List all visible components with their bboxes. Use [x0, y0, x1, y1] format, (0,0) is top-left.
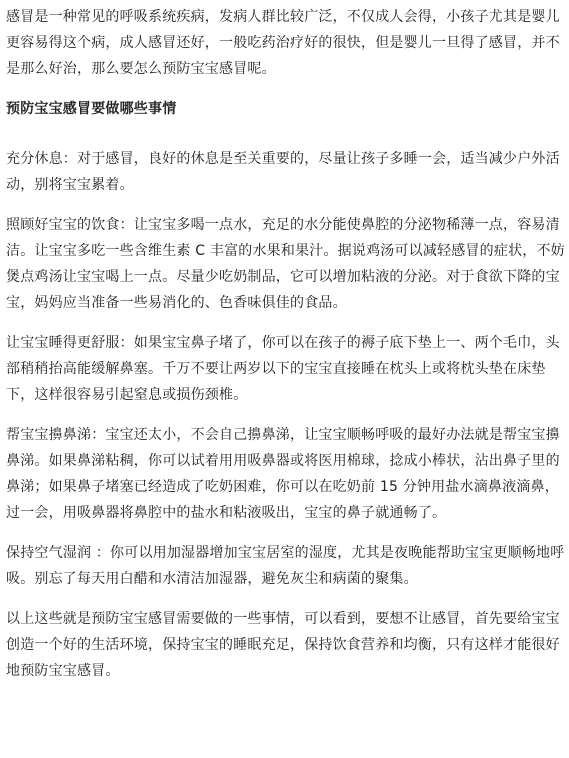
paragraph-conclusion: 以上这些就是预防宝宝感冒需要做的一些事情，可以看到，要想不让感冒，首先要给宝宝创造一个好的生活环境，保持宝宝的睡眠充足，保持饮食营养和均衡，只有这样才能很好地预防宝宝感冒。 [6, 611, 560, 679]
paragraph-sleep: 让宝宝睡得更舒服：如果宝宝鼻子堵了，你可以在孩子的褥子底下垫上一、两个毛巾，头部稍稍抬高能缓解鼻塞。千万不要让两岁以下的宝宝直接睡在枕头上或将枕头垫在床垫下，这样很容易引起窒息或损伤颈椎。 [6, 335, 560, 403]
paragraph-humidity: 保持空气湿润 ：你可以用加湿器增加宝宝居室的湿度，尤其是夜晚能帮助宝宝更顺畅地呼吸。别忘了每天用白醋和水清洁加湿器，避免灰尘和病菌的聚集。 [6, 545, 565, 587]
section-heading: 预防宝宝感冒要做哪些事情 [6, 101, 177, 117]
paragraph-diet: 照顾好宝宝的饮食：让宝宝多喝一点水，充足的水分能使鼻腔的分泌物稀薄一点，容易清洁。让宝宝多吃一些含维生素 C 丰富的水果和果汁。据说鸡汤可以减轻感冒的症状，不妨煲点鸡汤让宝宝喝上一点。尽量少吃奶制品，它可以增加粘液的分泌。对于食欲下降的宝宝，妈妈应当准备一些易消化的、色香味俱佳的食品。 [6, 217, 565, 311]
paragraph-nose: 帮宝宝擤鼻涕：宝宝还太小，不会自己擤鼻涕，让宝宝顺畅呼吸的最好办法就是帮宝宝擤鼻涕。如果鼻涕粘稠，你可以试着用用吸鼻器或将医用棉球，捻成小棒状，沾出鼻子里的鼻涕；如果鼻子堵塞已经造成了吃奶困难，你可以在吃奶前 15 分钟用盐水滴鼻液滴鼻，过一会，用吸鼻器将鼻腔中的盐水和粘液吸出，宝宝的鼻子就通畅了。 [6, 427, 560, 521]
paragraph-rest: 充分休息：对于感冒，良好的休息是至关重要的，尽量让孩子多睡一会，适当减少户外活动，别将宝宝累着。 [6, 151, 560, 193]
intro-paragraph: 感冒是一种常见的呼吸系统疾病，发病人群比较广泛，不仅成人会得，小孩子尤其是婴儿更容易得这个病，成人感冒还好，一般吃药治疗好的很快，但是婴儿一旦得了感冒，并不是那么好治，那么要怎么预防宝宝感冒呢。 [6, 9, 560, 77]
